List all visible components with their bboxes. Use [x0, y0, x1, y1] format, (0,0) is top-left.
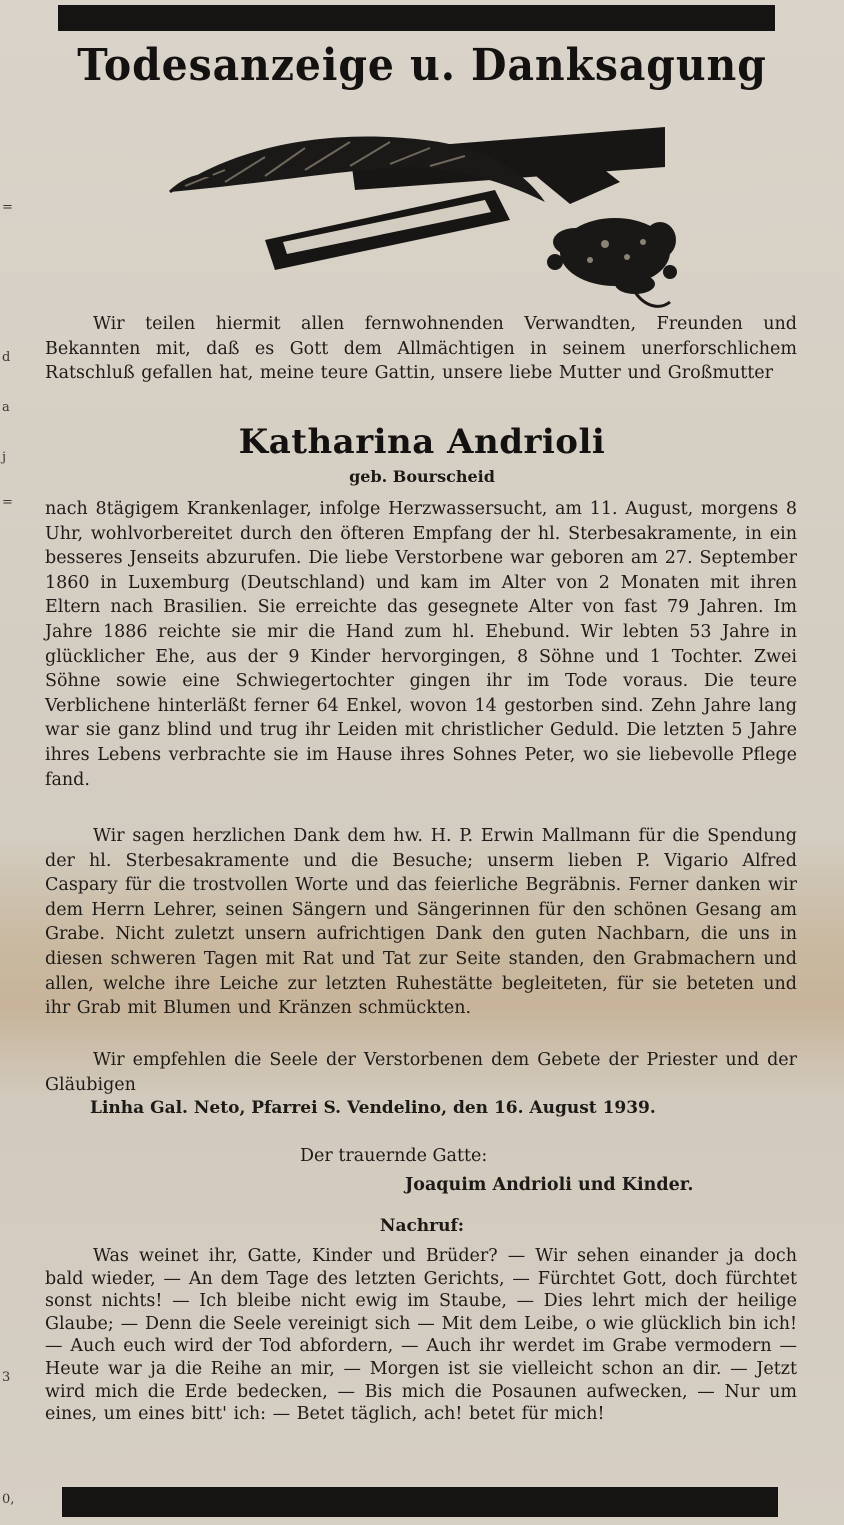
headline: Todesanzeige u. Danksagung: [77, 40, 767, 91]
place-date-line: Linha Gal. Neto, Pfarrei S. Vendelino, den 16. August 1939.: [90, 1098, 656, 1118]
left-margin-fragments: [0, 0, 14, 1525]
margin-fragment: =: [2, 495, 13, 510]
margin-fragment: d: [2, 350, 11, 365]
top-border-bar: [58, 5, 775, 31]
margin-fragment: 0,: [2, 1492, 15, 1507]
deceased-name: Katharina Andrioli: [238, 422, 606, 462]
nachruf-poem: Was weinet ihr, Gatte, Kinder und Brüder? — Wir sehen einander ja doch bald wieder, — An dem Tage des letzten Gerichts, — Fürchtet Gott, doch fürchtet sonst nichts! — Ich bleibe nicht ewig im Staube, — Dies lehrt mich der heilige Glaube; — Denn die Seele vereinigt sich — Mit dem Leibe, o wie glücklich bin ich! — Auch euch wird der Tod abfordern, — Auch ihr werdet im Grabe vermodern — Heute war ja die Reihe an mir, — Morgen ist sie vielleicht schon an dir. — Jetzt wird mich die Erde bedecken, — Bis mich die Posaunen aufwecken, — Nur um eines, um eines bitt' ich: — Betet täglich, ach! betet für mich!: [45, 1246, 797, 1425]
margin-fragment: =: [2, 200, 13, 215]
margin-fragment: j: [2, 450, 7, 465]
birth-name: geb. Bourscheid: [349, 467, 495, 486]
recommendation-paragraph: Wir empfehlen die Seele der Verstorbenen dem Gebete der Priester und der Gläubigen: [45, 1050, 797, 1095]
signatory: Joaquim Andrioli und Kinder.: [405, 1175, 694, 1195]
cross-and-palm-icon: [165, 112, 685, 312]
margin-fragment: a: [2, 400, 10, 415]
margin-fragment: 3: [2, 1370, 11, 1385]
bottom-border-bar: [62, 1487, 778, 1517]
obituary-body: nach 8tägigem Krankenlager, infolge Herzwassersucht, am 11. August, morgens 8 Uhr, wohlvorbereitet durch den öfteren Empfang der hl. Sterbesakramente, in ein besseres Jenseits abzurufen. Die liebe Verstorbene war geboren am 27. September 1860 in Luxemburg (Deutschland) und kam im Alter von 2 Monaten mit ihren Eltern nach Brasilien. Sie erreichte das gesegnete Alter von fast 79 Jahren. Im Jahre 1886 reichte sie mir die Hand zum hl. Ehebund. Wir lebten 53 Jahre in glücklicher Ehe, aus der 9 Kinder hervorgingen, 8 Söhne und 1 Tochter. Zwei Söhne sowie eine Schwiegertochter gingen ihr im Tode voraus. Die teure Verblichene hinterläßt ferner 64 Enkel, wovon 14 gestorben sind. Zehn Jahre lang war sie ganz blind und trug ihr Leiden mit christlicher Geduld. Die letzten 5 Jahre ihres Lebens verbrachte sie im Hause ihres Sohnes Peter, wo sie liebevolle Pflege fand.: [45, 499, 797, 790]
closing-line: Der trauernde Gatte:: [300, 1146, 488, 1166]
thanks-paragraph: Wir sagen herzlichen Dank dem hw. H. P. Erwin Mallmann für die Spendung der hl. Sterbesakramente und die Besuche; unserm lieben P. Vigario Alfred Caspary für die trostvollen Worte und das feierliche Begräbnis. Ferner danken wir dem Herrn Lehrer, seinen Sängern und Sängerinnen für den schönen Gesang am Grabe. Nicht zuletzt unsern aufrichtigen Dank den guten Nachbarn, die uns in diesen schweren Tagen mit Rat und Tat zur Seite standen, den Grabmachern und allen, welche ihre Leiche zur letzten Ruhestätte begleiteten, für sie beteten und ihr Grab mit Blumen und Kränzen schmückten.: [45, 826, 797, 1019]
intro-paragraph: Wir teilen hiermit allen fernwohnenden Verwandten, Freunden und Bekannten mit, daß es Gott dem Allmächtigen in seinem unerforschlichem Ratschluß gefallen hat, meine teure Gattin, unsere liebe Mutter und Großmutter: [45, 314, 797, 384]
nachruf-title: Nachruf:: [379, 1216, 465, 1236]
